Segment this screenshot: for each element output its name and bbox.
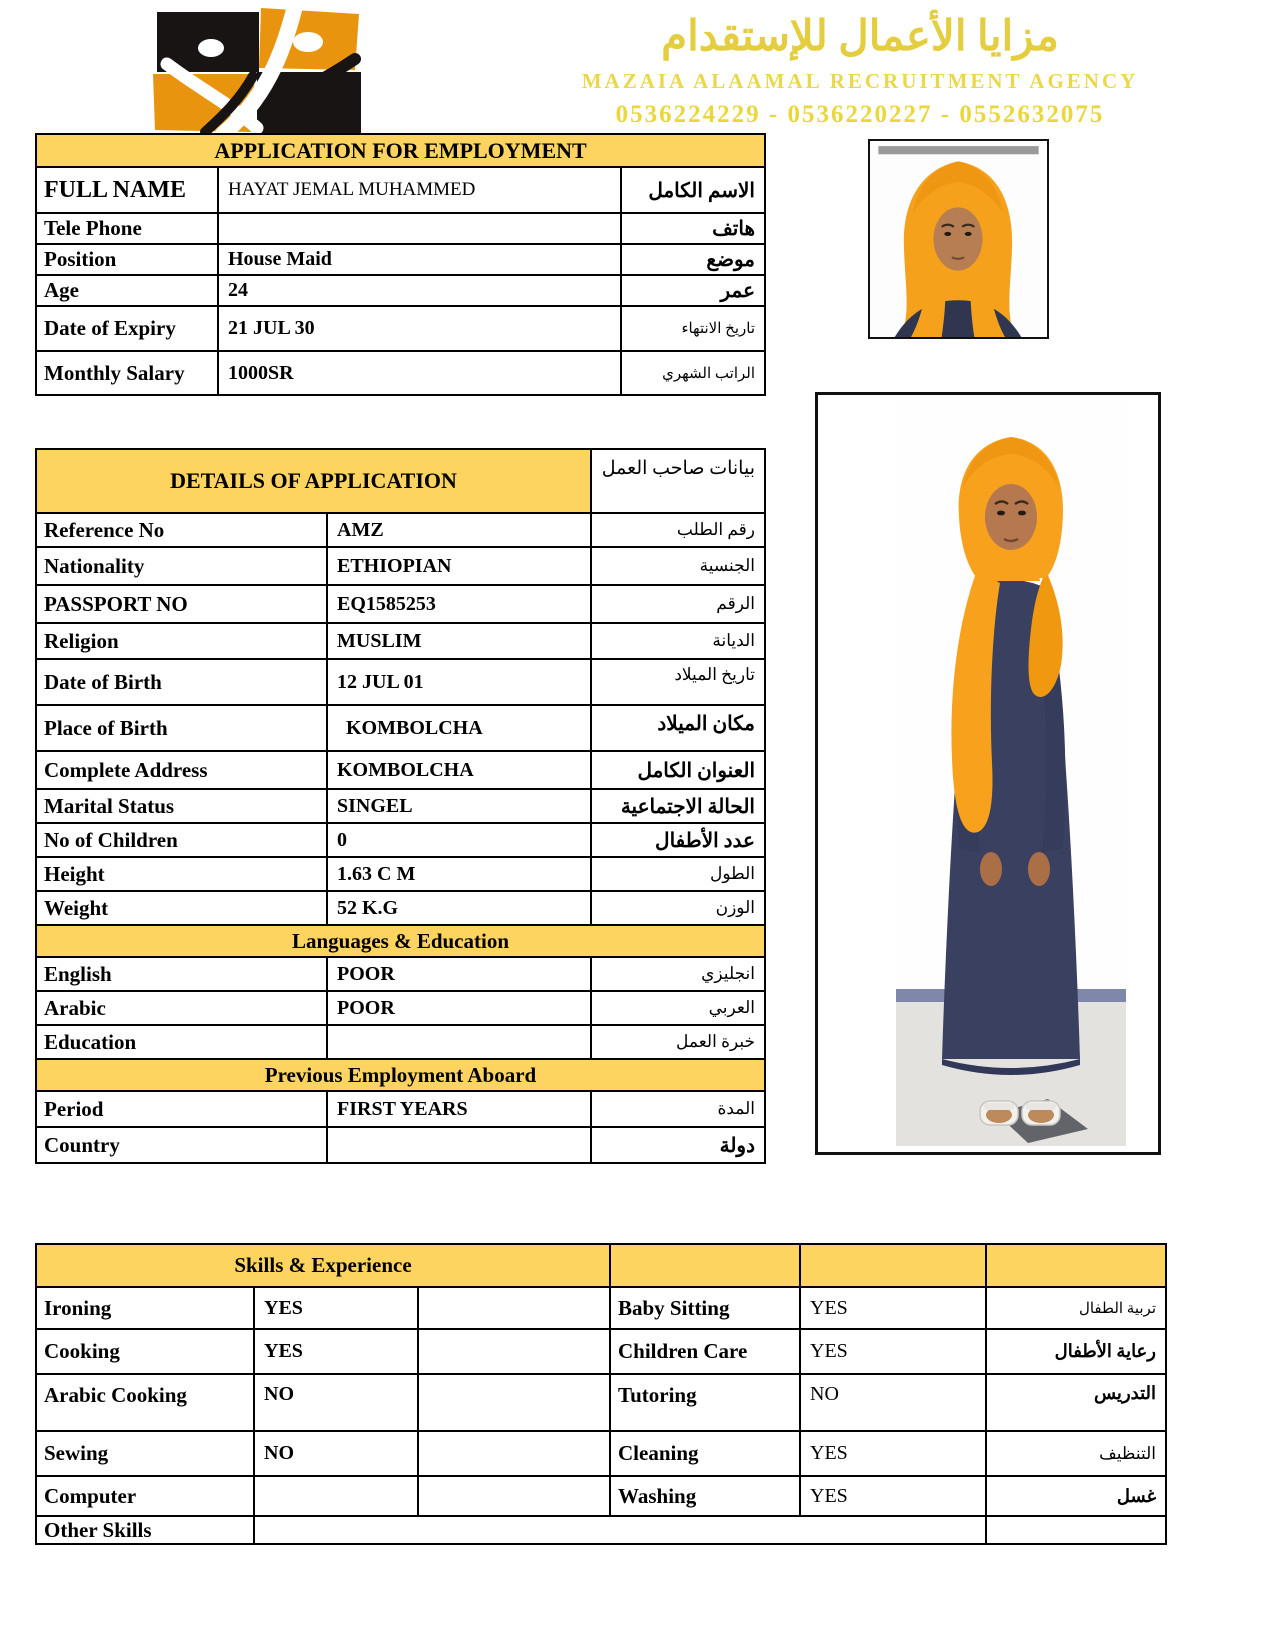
field-label-ar: العنوان الكامل xyxy=(591,751,765,789)
table-row xyxy=(36,351,765,395)
field-label: No of Children xyxy=(36,823,327,857)
table-row xyxy=(36,306,765,351)
table-row xyxy=(36,659,765,705)
skill-value: YES xyxy=(800,1476,986,1516)
field-label: Date of Birth xyxy=(36,659,327,705)
field-label-ar: تاريخ الميلاد xyxy=(591,659,765,705)
agency-phone-numbers: 0536224229 - 0536220227 - 0552632075 xyxy=(615,101,1105,129)
field-label-ar: المدة xyxy=(591,1091,765,1127)
skill-label-ar: تربية الطفال xyxy=(986,1287,1166,1329)
field-label: Education xyxy=(36,1025,327,1059)
field-value: POOR xyxy=(327,991,591,1025)
field-label: Marital Status xyxy=(36,789,327,823)
applicant-passport-photo xyxy=(868,139,1049,339)
field-label: PASSPORT NO xyxy=(36,585,327,623)
field-value: 0 xyxy=(327,823,591,857)
agency-header xyxy=(520,14,1200,129)
skills-table xyxy=(35,1243,1167,1545)
skill-label: Cooking xyxy=(36,1329,254,1374)
agency-logo-graphic xyxy=(145,4,365,139)
other-skills-value xyxy=(254,1516,986,1544)
field-value: 24 xyxy=(218,275,621,306)
empty-cell xyxy=(418,1476,610,1516)
table-row xyxy=(36,823,765,857)
skill-value: YES xyxy=(800,1287,986,1329)
field-label-ar: موضع xyxy=(621,244,765,275)
skill-label-ar xyxy=(986,1516,1166,1544)
field-value: House Maid xyxy=(218,244,621,275)
field-label-ar: انجليزي xyxy=(591,957,765,991)
table-row xyxy=(36,244,765,275)
skill-label-ar: غسل xyxy=(986,1476,1166,1516)
field-label: Age xyxy=(36,275,218,306)
empty-cell xyxy=(418,1287,610,1329)
table-row xyxy=(36,957,765,991)
table-row xyxy=(36,991,765,1025)
skill-label: Washing xyxy=(610,1476,800,1516)
field-value: EQ1585253 xyxy=(327,585,591,623)
skill-label: Ironing xyxy=(36,1287,254,1329)
applicant-fullbody-graphic xyxy=(896,401,1126,1146)
skill-value: NO xyxy=(254,1431,418,1476)
table-row xyxy=(36,513,765,547)
details-table-title: DETAILS OF APPLICATION xyxy=(36,449,591,513)
skill-label: Arabic Cooking xyxy=(36,1374,254,1431)
table-header-row xyxy=(36,449,765,513)
application-table xyxy=(35,133,766,396)
table-row xyxy=(36,1287,1166,1329)
table-row xyxy=(36,751,765,789)
table-row xyxy=(36,275,765,306)
field-label: Nationality xyxy=(36,547,327,585)
skills-header-spacer xyxy=(800,1244,986,1287)
field-value: MUSLIM xyxy=(327,623,591,659)
languages-section-title: Languages & Education xyxy=(36,925,765,957)
field-value xyxy=(218,213,621,244)
skill-label: Sewing xyxy=(36,1431,254,1476)
field-value: KOMBOLCHA xyxy=(327,705,591,751)
table-row xyxy=(36,167,765,213)
field-label-ar: دولة xyxy=(591,1127,765,1163)
table-row xyxy=(36,1127,765,1163)
table-row xyxy=(36,1025,765,1059)
field-value: 12 JUL 01 xyxy=(327,659,591,705)
field-label-ar: هاتف xyxy=(621,213,765,244)
field-label-ar: الراتب الشهري xyxy=(621,351,765,395)
field-label-ar: الجنسية xyxy=(591,547,765,585)
field-label: Height xyxy=(36,857,327,891)
field-value: HAYAT JEMAL MUHAMMED xyxy=(218,167,621,213)
skill-label: Cleaning xyxy=(610,1431,800,1476)
table-row xyxy=(36,1516,1166,1544)
skills-header-spacer xyxy=(610,1244,800,1287)
section-header-row xyxy=(36,1059,765,1091)
field-value: POOR xyxy=(327,957,591,991)
skills-header-spacer xyxy=(986,1244,1166,1287)
field-value: 21 JUL 30 xyxy=(218,306,621,351)
field-label: FULL NAME xyxy=(36,167,218,213)
field-value: AMZ xyxy=(327,513,591,547)
field-value: KOMBOLCHA xyxy=(327,751,591,789)
field-value: 1.63 C M xyxy=(327,857,591,891)
table-row xyxy=(36,1091,765,1127)
skill-value: YES xyxy=(800,1431,986,1476)
field-label-ar: الديانة xyxy=(591,623,765,659)
skill-label: Tutoring xyxy=(610,1374,800,1431)
field-label: Religion xyxy=(36,623,327,659)
application-table-title: APPLICATION FOR EMPLOYMENT xyxy=(36,134,765,167)
field-value: SINGEL xyxy=(327,789,591,823)
skill-label: Other Skills xyxy=(36,1516,254,1544)
field-label: Position xyxy=(36,244,218,275)
field-label: Weight xyxy=(36,891,327,925)
table-row xyxy=(36,585,765,623)
table-row xyxy=(36,213,765,244)
agency-name-arabic: مزايا الأعمال للإستقدام xyxy=(661,14,1059,60)
field-label-ar: الاسم الكامل xyxy=(621,167,765,213)
skill-value: NO xyxy=(800,1374,986,1431)
table-row xyxy=(36,857,765,891)
applicant-portrait-graphic xyxy=(870,141,1047,337)
field-label: Tele Phone xyxy=(36,213,218,244)
table-row xyxy=(36,789,765,823)
field-label-ar: الطول xyxy=(591,857,765,891)
employment-section-title: Previous Employment Aboard xyxy=(36,1059,765,1091)
field-label: Arabic xyxy=(36,991,327,1025)
agency-name-english: MAZAIA ALAAMAL RECRUITMENT AGENCY xyxy=(581,69,1139,94)
field-label-ar: عمر xyxy=(621,275,765,306)
skill-label-ar: التنظيف xyxy=(986,1431,1166,1476)
table-row xyxy=(36,1374,1166,1431)
skill-value: YES xyxy=(254,1287,418,1329)
field-label: Complete Address xyxy=(36,751,327,789)
skill-value xyxy=(254,1476,418,1516)
field-label-ar: الحالة الاجتماعية xyxy=(591,789,765,823)
skill-label: Baby Sitting xyxy=(610,1287,800,1329)
table-header-row xyxy=(36,1244,1166,1287)
field-label-ar: الوزن xyxy=(591,891,765,925)
field-label: Monthly Salary xyxy=(36,351,218,395)
table-row xyxy=(36,547,765,585)
field-label: Reference No xyxy=(36,513,327,547)
skill-value: NO xyxy=(254,1374,418,1431)
details-table-title-ar: بيانات صاحب العمل xyxy=(591,449,765,513)
agency-logo xyxy=(145,4,365,142)
skill-value: YES xyxy=(254,1329,418,1374)
field-value: 1000SR xyxy=(218,351,621,395)
field-label-ar: العربي xyxy=(591,991,765,1025)
skill-label-ar: التدريس xyxy=(986,1374,1166,1431)
field-label-ar: الرقم xyxy=(591,585,765,623)
field-label-ar: رقم الطلب xyxy=(591,513,765,547)
field-label-ar: عدد الأطفال xyxy=(591,823,765,857)
empty-cell xyxy=(418,1374,610,1431)
empty-cell xyxy=(418,1329,610,1374)
field-value xyxy=(327,1025,591,1059)
field-value: ETHIOPIAN xyxy=(327,547,591,585)
skill-label: Computer xyxy=(36,1476,254,1516)
details-table xyxy=(35,448,766,1164)
table-row xyxy=(36,1329,1166,1374)
skill-label: Children Care xyxy=(610,1329,800,1374)
field-value xyxy=(327,1127,591,1163)
field-label: Place of Birth xyxy=(36,705,327,751)
table-header-row xyxy=(36,134,765,167)
skill-label-ar: رعاية الأطفال xyxy=(986,1329,1166,1374)
field-label: Country xyxy=(36,1127,327,1163)
applicant-fullbody-photo xyxy=(815,392,1161,1155)
field-label: Period xyxy=(36,1091,327,1127)
table-row xyxy=(36,705,765,751)
skills-table-title: Skills & Experience xyxy=(36,1244,610,1287)
field-label: Date of Expiry xyxy=(36,306,218,351)
field-label-ar: خبرة العمل xyxy=(591,1025,765,1059)
section-header-row xyxy=(36,925,765,957)
skill-value: YES xyxy=(800,1329,986,1374)
field-label: English xyxy=(36,957,327,991)
field-label-ar: مكان الميلاد xyxy=(591,705,765,751)
table-row xyxy=(36,1431,1166,1476)
field-value: FIRST YEARS xyxy=(327,1091,591,1127)
table-row xyxy=(36,1476,1166,1516)
table-row xyxy=(36,891,765,925)
empty-cell xyxy=(418,1431,610,1476)
field-label-ar: تاريخ الانتهاء xyxy=(621,306,765,351)
field-value: 52 K.G xyxy=(327,891,591,925)
table-row xyxy=(36,623,765,659)
